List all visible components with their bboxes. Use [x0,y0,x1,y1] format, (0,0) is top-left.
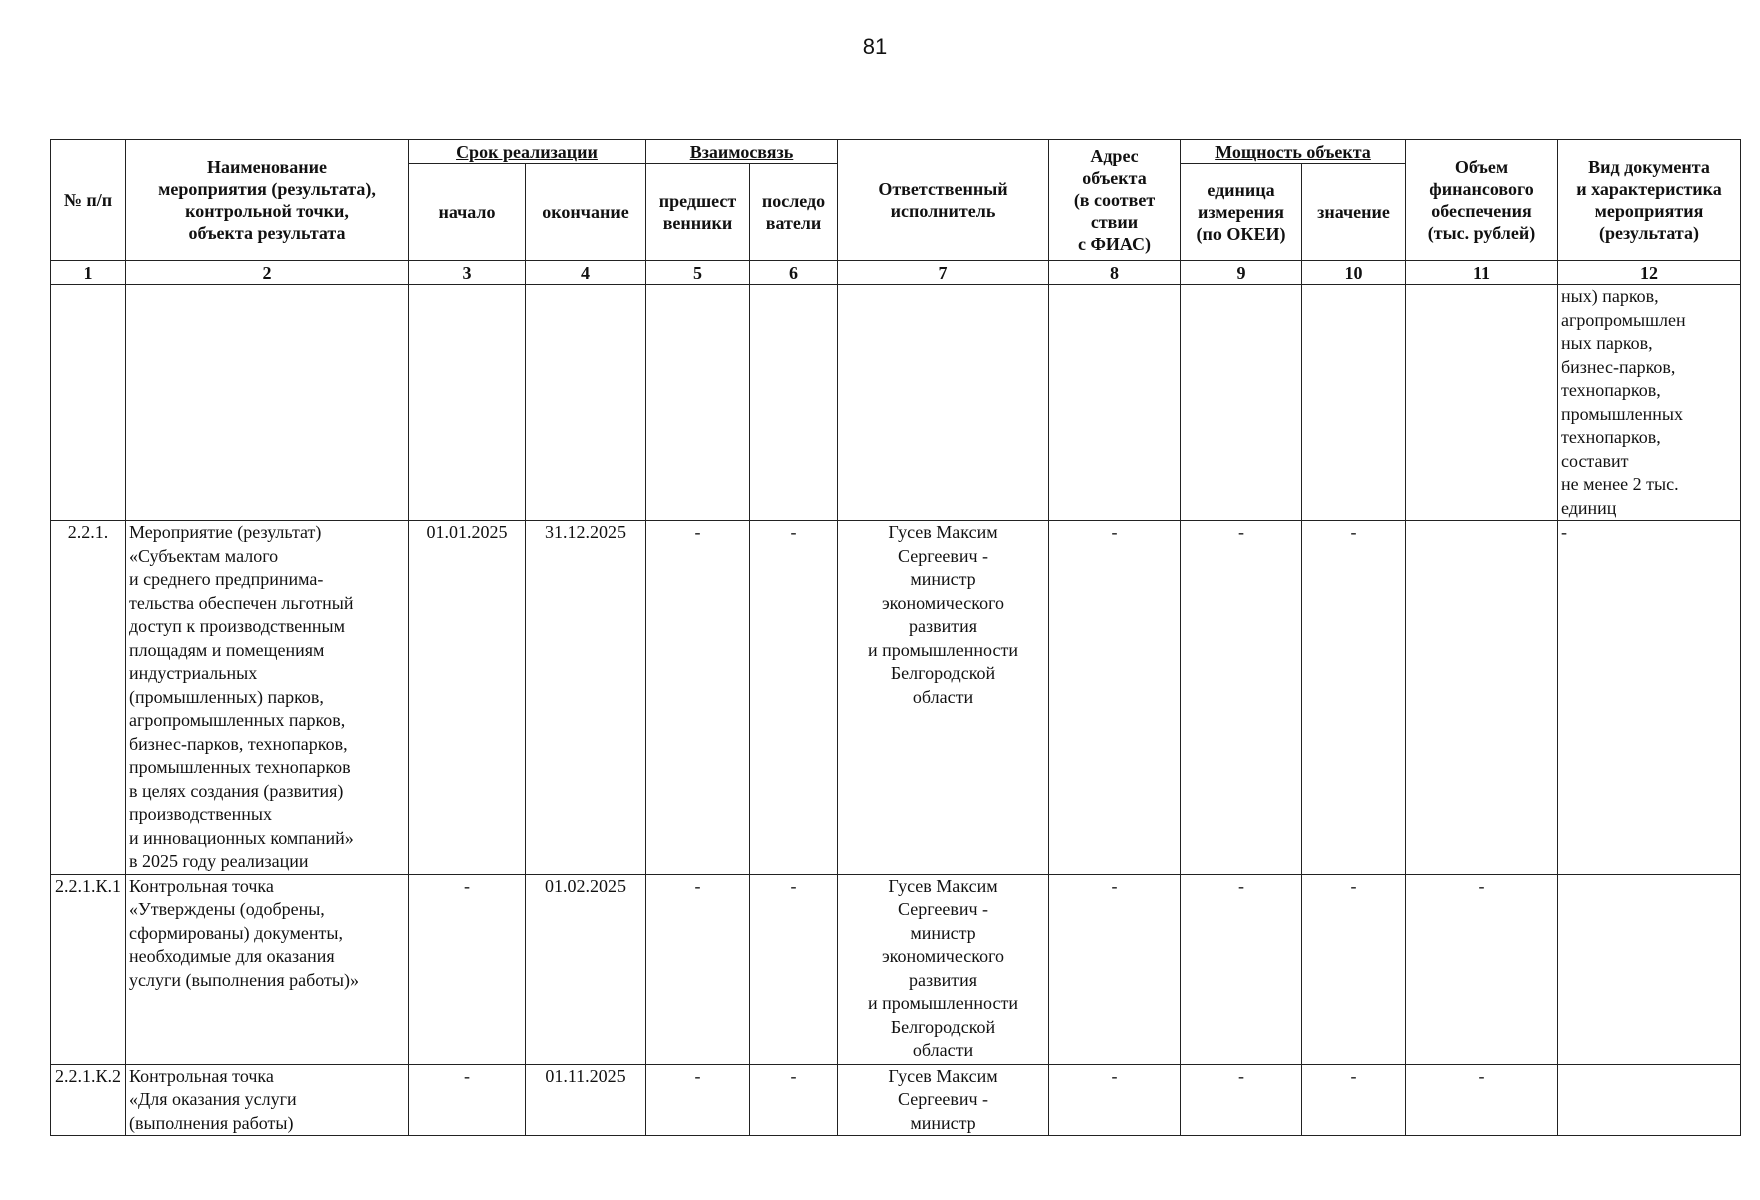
header-period: Срок реализации [409,140,646,164]
cell-successors: - [750,1064,838,1136]
header-start: начало [409,164,526,261]
cell-doc [1558,874,1741,1064]
column-number: 8 [1049,261,1181,285]
cell-unit: - [1181,1064,1302,1136]
table-row-continuation [51,285,1741,521]
cell-end: 31.12.2025 [526,521,646,875]
cell-start: 01.01.2025 [409,521,526,875]
header-value: значение [1302,164,1406,261]
header-end: окончание [526,164,646,261]
column-number: 1 [51,261,126,285]
header-successors: последо ватели [750,164,838,261]
cell-finance: - [1406,1064,1558,1136]
cell-predecessors [646,285,750,521]
cell-unit: - [1181,521,1302,875]
cell-unit: - [1181,874,1302,1064]
cell-num [51,285,126,521]
header-relation: Взаимосвязь [646,140,838,164]
cell-address: - [1049,874,1181,1064]
cell-predecessors: - [646,1064,750,1136]
cell-num: 2.2.1.К.1 [51,874,126,1064]
header-num: № п/п [51,140,126,261]
header-doc: Вид документа и характеристика мероприятия (результата) [1558,140,1741,261]
header-finance: Объем финансового обеспечения (тыс. рублей) [1406,140,1558,261]
cell-start: - [409,1064,526,1136]
column-number: 3 [409,261,526,285]
cell-value [1302,285,1406,521]
cell-successors [750,285,838,521]
cell-responsible: Гусев Максим Сергеевич - министр [838,1064,1049,1136]
cell-value: - [1302,1064,1406,1136]
column-number: 9 [1181,261,1302,285]
cell-doc [1558,1064,1741,1136]
cell-responsible: Гусев Максим Сергеевич - министр экономического развития и промышленности Белгородской области [838,521,1049,875]
cell-num: 2.2.1.К.2 [51,1064,126,1136]
column-number: 12 [1558,261,1741,285]
cell-start [409,285,526,521]
cell-predecessors: - [646,874,750,1064]
column-number: 6 [750,261,838,285]
header-capacity: Мощность объекта [1181,140,1406,164]
page-number: 81 [862,34,888,59]
cell-name: Контрольная точка «Для оказания услуги (выполнения работы) [126,1064,409,1136]
cell-finance [1406,285,1558,521]
table-row [51,874,1741,1064]
column-number-row [51,261,1741,285]
cell-address: - [1049,521,1181,875]
table-row [51,521,1741,875]
column-number: 4 [526,261,646,285]
column-number: 5 [646,261,750,285]
cell-finance [1406,521,1558,875]
column-number: 2 [126,261,409,285]
header-name: Наименование мероприятия (результата), контрольной точки, объекта результата [126,140,409,261]
measures-table [50,139,1741,1136]
cell-doc: - [1558,521,1741,875]
cell-value: - [1302,521,1406,875]
cell-end: 01.11.2025 [526,1064,646,1136]
table-row [51,1064,1741,1136]
header-predecessors: предшест венники [646,164,750,261]
header-address: Адрес объекта (в соответ ствии с ФИАС) [1049,140,1181,261]
cell-name: Мероприятие (результат) «Субъектам малого и среднего предпринима- тельства обеспечен льготный доступ к производственным площадям и помещениям индустриальных (промышленных) парков, агропромышленных парков, бизнес-парков, технопарков, промышленных технопарков в целях создания (развития) производственных и инновационных компаний» в 2025 году реализации [126,521,409,875]
cell-end [526,285,646,521]
cell-unit [1181,285,1302,521]
cell-responsible: Гусев Максим Сергеевич - министр экономического развития и промышленности Белгородской области [838,874,1049,1064]
cell-name [126,285,409,521]
cell-doc: ных) парков, агропромышлен ных парков, бизнес-парков, технопарков, промышленных технопарков, составит не менее 2 тыс. единиц [1558,285,1741,521]
cell-address: - [1049,1064,1181,1136]
cell-num: 2.2.1. [51,521,126,875]
column-number: 10 [1302,261,1406,285]
cell-name: Контрольная точка «Утверждены (одобрены, сформированы) документы, необходимые для оказания услуги (выполнения работы)» [126,874,409,1064]
cell-address [1049,285,1181,521]
column-number: 11 [1406,261,1558,285]
cell-successors: - [750,874,838,1064]
cell-value: - [1302,874,1406,1064]
column-number: 7 [838,261,1049,285]
header-row-top [51,140,1741,164]
header-unit: единица измерения (по ОКЕИ) [1181,164,1302,261]
cell-finance: - [1406,874,1558,1064]
cell-predecessors: - [646,521,750,875]
header-responsible: Ответственный исполнитель [838,140,1049,261]
cell-end: 01.02.2025 [526,874,646,1064]
cell-successors: - [750,521,838,875]
cell-start: - [409,874,526,1064]
cell-responsible [838,285,1049,521]
